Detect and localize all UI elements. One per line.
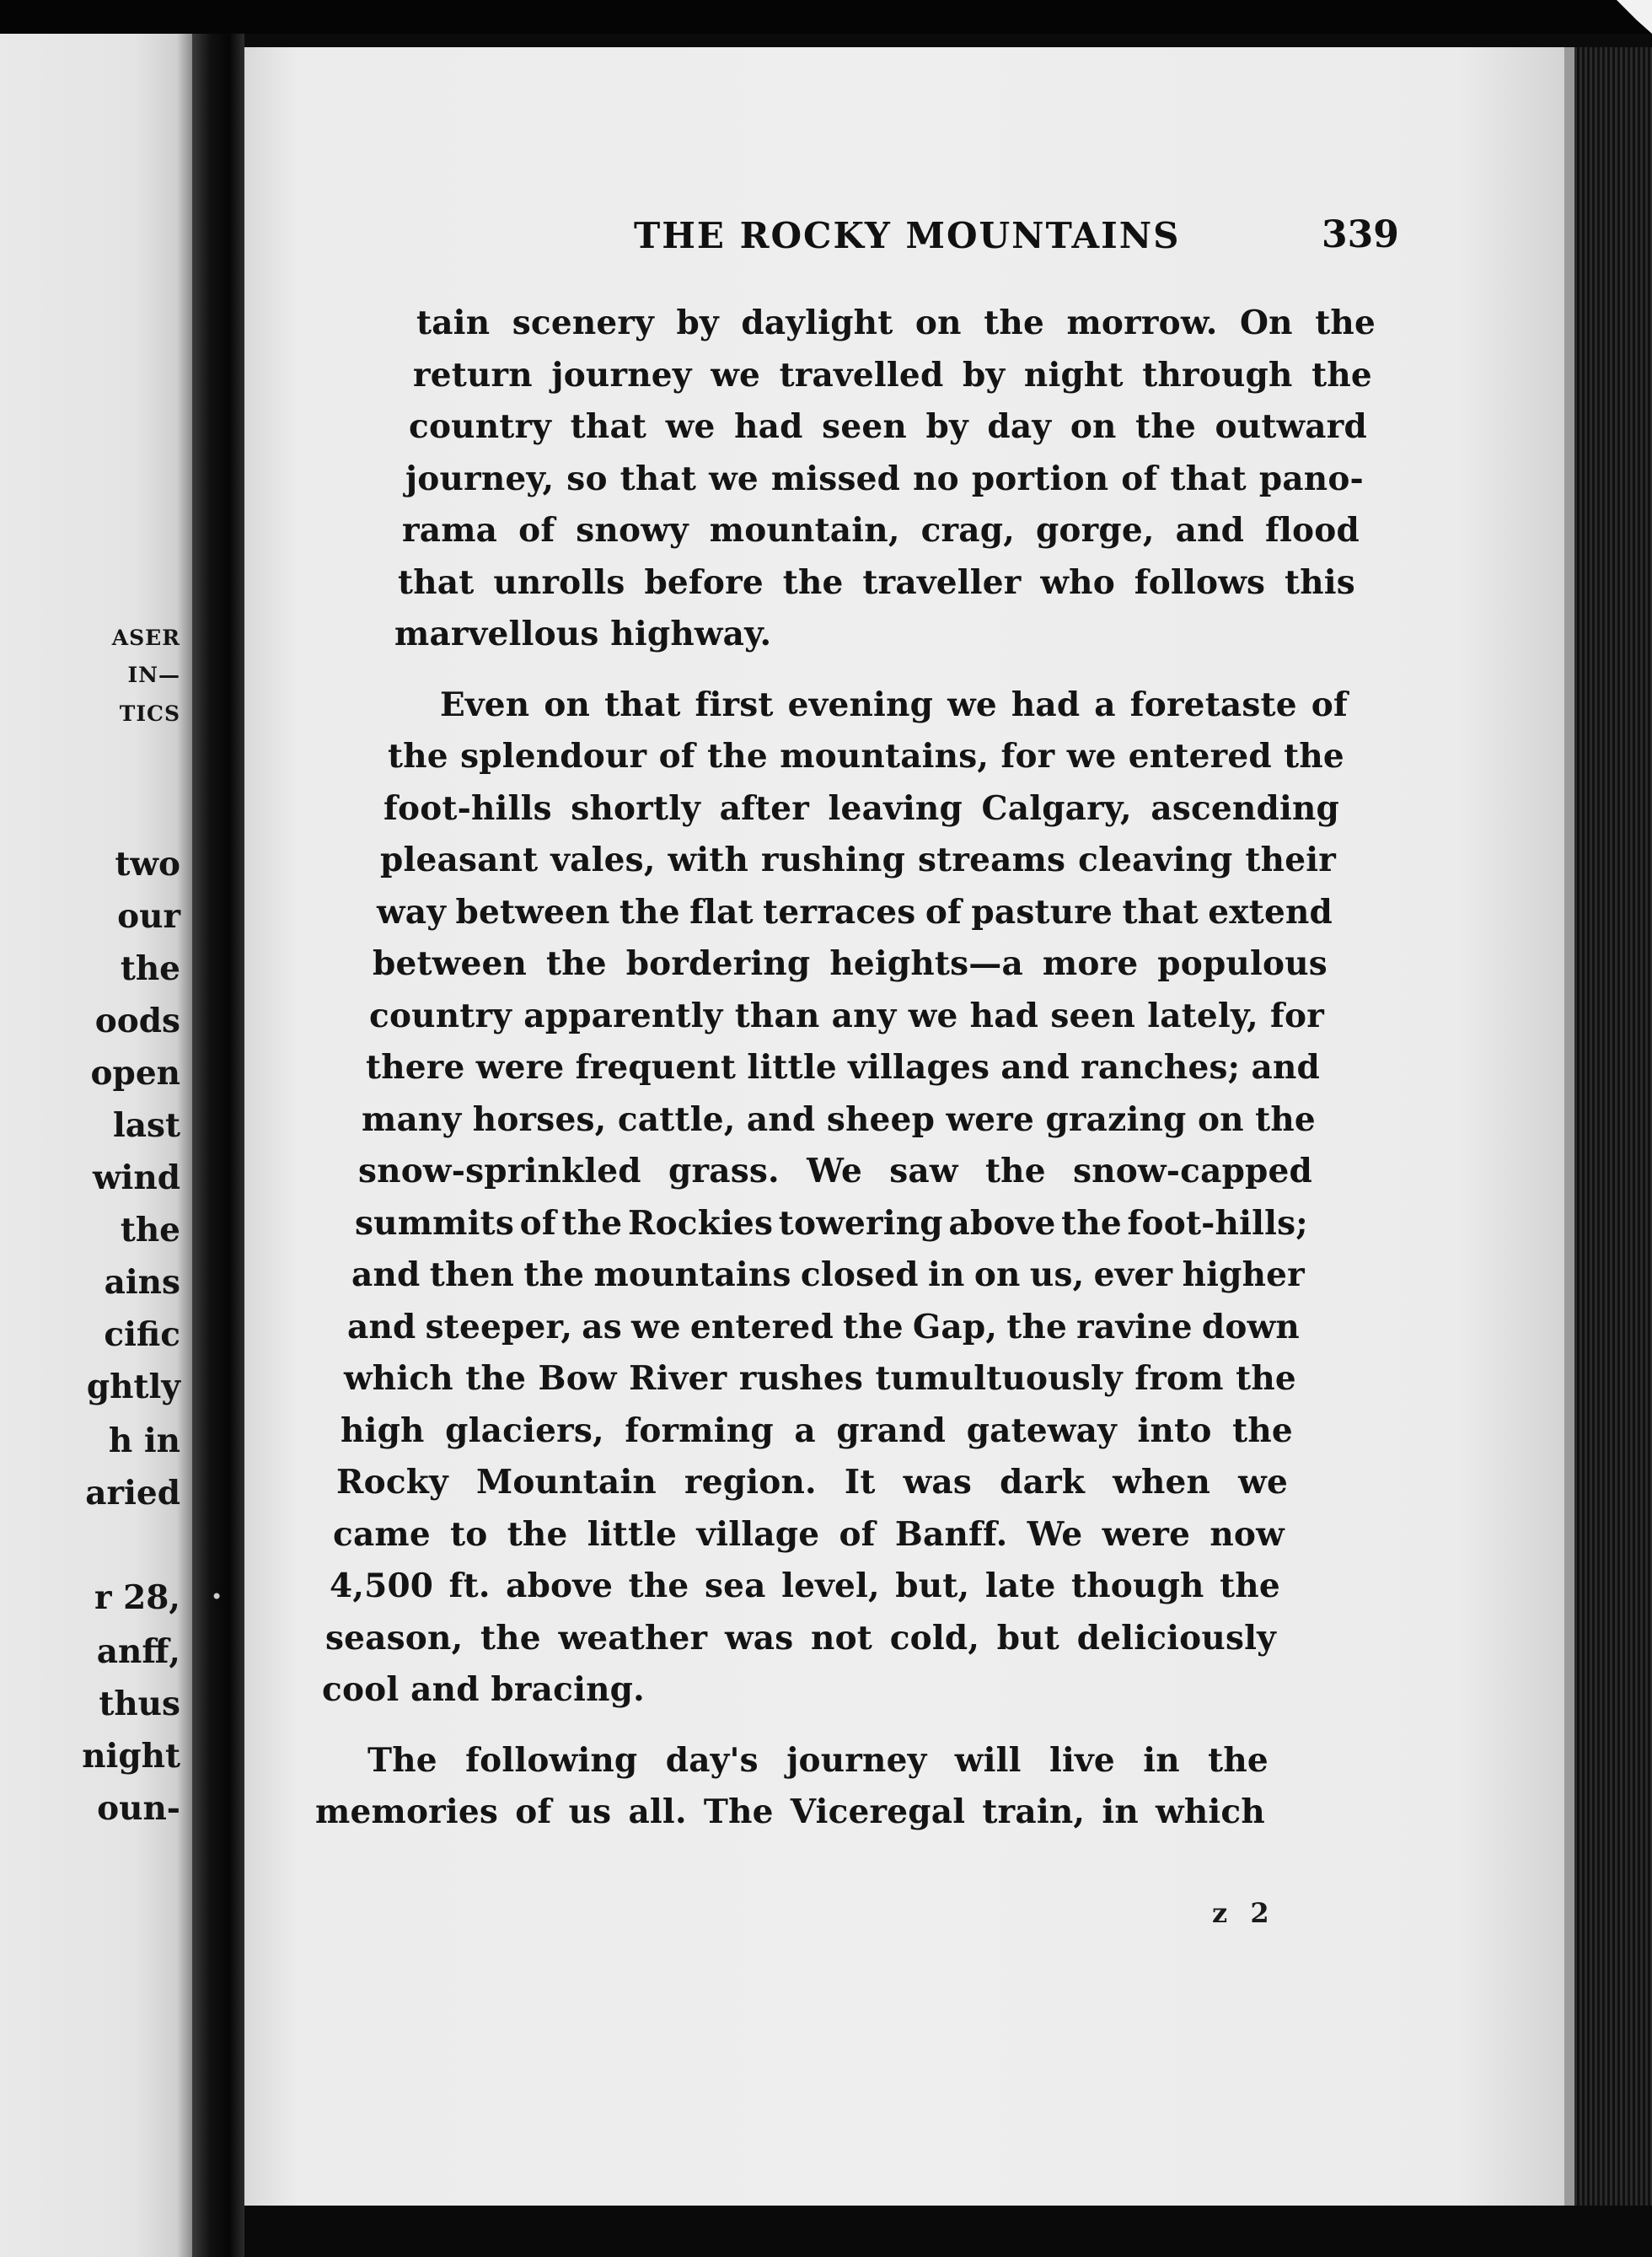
- word: horses,: [472, 1100, 607, 1139]
- left-text-fragment: our: [117, 897, 180, 936]
- text-line: [405, 459, 1364, 498]
- word: which: [1156, 1792, 1265, 1831]
- word: follows: [1134, 563, 1266, 602]
- word: train,: [982, 1792, 1086, 1831]
- word: late: [984, 1566, 1056, 1605]
- word: mountains,: [780, 737, 990, 776]
- word: level,: [781, 1566, 880, 1605]
- word: 4,500: [330, 1566, 434, 1605]
- word: extend: [1208, 893, 1333, 932]
- word: Gap,: [912, 1308, 998, 1346]
- word: sea: [704, 1566, 766, 1605]
- bottom-shadow: [244, 2206, 1652, 2257]
- word: We: [1027, 1515, 1083, 1554]
- word: the: [561, 1204, 623, 1243]
- word: populous: [1157, 944, 1328, 983]
- word: the: [1061, 1204, 1122, 1243]
- word: cold,: [889, 1619, 980, 1658]
- word: Rockies: [627, 1204, 774, 1243]
- word: all.: [628, 1792, 687, 1831]
- word: village: [696, 1515, 820, 1554]
- left-text-fragment: oods: [94, 1002, 180, 1040]
- word: the: [388, 737, 448, 776]
- word: rushes: [738, 1359, 863, 1398]
- word: flat: [689, 893, 754, 932]
- left-text-fragment: open: [90, 1054, 180, 1093]
- word: travelled: [779, 356, 944, 395]
- text-line: [409, 407, 1367, 446]
- word: we: [1066, 737, 1117, 776]
- text-line: cool and bracing.: [322, 1670, 645, 1709]
- word: region.: [684, 1463, 817, 1502]
- left-header-fragment: IN—: [127, 663, 180, 687]
- word: ft.: [448, 1566, 491, 1605]
- text-line: [380, 841, 1336, 879]
- word: down: [1201, 1308, 1300, 1346]
- text-line: [341, 1411, 1293, 1450]
- word: and: [1251, 1048, 1320, 1087]
- word: so: [566, 459, 608, 498]
- word: the: [628, 1566, 689, 1605]
- word: ever: [1093, 1255, 1173, 1294]
- word: portion: [971, 459, 1109, 498]
- word: following: [465, 1741, 638, 1780]
- word: the: [523, 1255, 585, 1294]
- word: mountain,: [709, 511, 900, 550]
- word: foot-hills: [384, 789, 552, 828]
- word: The: [367, 1741, 437, 1780]
- word: journey,: [405, 459, 555, 498]
- word: on: [1197, 1100, 1244, 1139]
- word: now: [1210, 1515, 1285, 1554]
- left-text-fragment: cific: [104, 1315, 180, 1354]
- word: the: [843, 1308, 904, 1346]
- word: between: [373, 944, 528, 983]
- word: first: [695, 685, 774, 724]
- word: the: [1315, 304, 1376, 342]
- word: we: [665, 407, 716, 446]
- word: the: [1208, 1741, 1268, 1780]
- word: we: [908, 997, 958, 1035]
- text-line: [347, 1308, 1300, 1346]
- word: country: [369, 997, 512, 1035]
- word: snowy: [576, 511, 689, 550]
- word: higher: [1182, 1255, 1305, 1294]
- word: the: [480, 1619, 541, 1658]
- word: Mountain: [475, 1463, 657, 1502]
- word: but,: [895, 1566, 970, 1605]
- text-line: [377, 893, 1333, 932]
- left-page-speck: •: [211, 1585, 223, 1609]
- word: that: [1170, 459, 1247, 498]
- word: many: [362, 1100, 462, 1139]
- word: the: [782, 563, 844, 602]
- left-text-fragment: thus: [99, 1685, 180, 1723]
- word: and: [1000, 1048, 1070, 1087]
- text-line: [333, 1515, 1285, 1554]
- word: closed: [800, 1255, 919, 1294]
- left-text-fragment: the: [120, 949, 180, 988]
- word: as: [582, 1308, 622, 1346]
- word: sheep: [826, 1100, 936, 1139]
- word: who: [1040, 563, 1115, 602]
- word: terraces: [763, 893, 916, 932]
- word: frequent: [575, 1048, 737, 1087]
- word: journey: [551, 356, 692, 395]
- word: by: [676, 304, 719, 342]
- word: the: [619, 893, 680, 932]
- word: in: [928, 1255, 965, 1294]
- word: memories: [315, 1792, 499, 1831]
- word: seen: [1050, 997, 1136, 1035]
- word: by: [962, 356, 1006, 395]
- word: of: [515, 1792, 552, 1831]
- word: steeper,: [425, 1308, 573, 1346]
- text-line: [344, 1359, 1296, 1398]
- word: which: [344, 1359, 453, 1398]
- word: above: [506, 1566, 614, 1605]
- word: that: [620, 459, 697, 498]
- word: summits: [355, 1204, 515, 1243]
- word: had: [734, 407, 803, 446]
- word: through: [1142, 356, 1293, 395]
- word: The: [703, 1792, 774, 1831]
- word: foretaste: [1129, 685, 1297, 724]
- word: River: [629, 1359, 727, 1398]
- word: cattle,: [617, 1100, 736, 1139]
- text-line: [373, 944, 1328, 983]
- word: dark: [1000, 1463, 1086, 1502]
- text-line: [315, 1792, 1265, 1831]
- word: on: [544, 685, 591, 724]
- word: the: [984, 1152, 1046, 1190]
- word: journey: [786, 1741, 927, 1780]
- word: snow-sprinkled: [358, 1152, 641, 1190]
- word: from: [1134, 1359, 1224, 1398]
- left-text-fragment: ains: [104, 1263, 180, 1302]
- text-line: [398, 563, 1355, 602]
- word: into: [1137, 1411, 1212, 1450]
- word: and: [1175, 511, 1245, 550]
- word: in: [1143, 1741, 1180, 1780]
- word: the: [1232, 1411, 1293, 1450]
- word: the: [1284, 737, 1344, 776]
- text-line: [366, 1048, 1320, 1087]
- word: had: [969, 997, 1039, 1035]
- word: before: [644, 563, 764, 602]
- left-text-fragment: ghtly: [86, 1368, 180, 1406]
- word: us: [568, 1792, 612, 1831]
- word: not: [811, 1619, 873, 1658]
- word: season,: [325, 1619, 464, 1658]
- word: a: [794, 1411, 816, 1450]
- word: the: [507, 1515, 568, 1554]
- word: we: [947, 685, 997, 724]
- word: to: [450, 1515, 488, 1554]
- word: Viceregal: [790, 1792, 966, 1831]
- page-number: 339: [1322, 213, 1399, 256]
- word: were: [1102, 1515, 1191, 1554]
- word: there: [366, 1048, 465, 1087]
- word: crag,: [920, 511, 1015, 550]
- word: above: [948, 1204, 1056, 1243]
- word: splendour: [460, 737, 647, 776]
- word: Bow: [538, 1359, 617, 1398]
- word: and: [746, 1100, 816, 1139]
- running-head: THE ROCKY MOUNTAINS: [634, 215, 1181, 256]
- word: between: [455, 893, 610, 932]
- word: snow-capped: [1073, 1152, 1312, 1190]
- word: glaciers,: [445, 1411, 604, 1450]
- signature-mark: z 2: [1212, 1897, 1276, 1929]
- word: and: [347, 1308, 416, 1346]
- word: will: [954, 1741, 1022, 1780]
- word: pasture: [971, 893, 1113, 932]
- word: little: [587, 1515, 678, 1554]
- word: and: [351, 1255, 421, 1294]
- word: little: [747, 1048, 837, 1087]
- word: a: [1094, 685, 1116, 724]
- word: was: [724, 1619, 794, 1658]
- word: of: [1121, 459, 1158, 498]
- word: tain: [416, 304, 491, 342]
- word: way: [377, 893, 447, 932]
- word: the: [1135, 407, 1196, 446]
- word: we: [709, 459, 759, 498]
- word: had: [1011, 685, 1081, 724]
- word: with: [668, 841, 749, 879]
- word: Even: [440, 685, 530, 724]
- word: ravine: [1076, 1308, 1193, 1346]
- word: this: [1285, 563, 1355, 602]
- word: though: [1071, 1566, 1204, 1605]
- word: bordering: [625, 944, 811, 983]
- word: country: [409, 407, 552, 446]
- word: of: [1311, 685, 1348, 724]
- book-gutter: [192, 34, 244, 2257]
- word: vales,: [550, 841, 656, 879]
- word: leaving: [828, 789, 963, 828]
- word: was: [903, 1463, 973, 1502]
- word: of: [839, 1515, 876, 1554]
- word: grass.: [668, 1152, 780, 1190]
- word: On: [1239, 304, 1293, 342]
- text-line: [388, 737, 1344, 776]
- word: rama: [402, 511, 498, 550]
- text-line: [367, 1741, 1268, 1780]
- word: on: [974, 1255, 1021, 1294]
- word: us,: [1029, 1255, 1085, 1294]
- word: shortly: [571, 789, 701, 828]
- word: return: [413, 356, 533, 395]
- left-text-fragment: last: [112, 1106, 180, 1145]
- word: in: [1102, 1792, 1139, 1831]
- word: towering: [778, 1204, 943, 1243]
- word: entered: [1128, 737, 1272, 776]
- text-line: [384, 789, 1339, 828]
- word: traveller: [862, 563, 1022, 602]
- word: but: [996, 1619, 1060, 1658]
- word: mountains: [593, 1255, 791, 1294]
- page-edge-highlight: [1564, 47, 1574, 2206]
- word: We: [807, 1152, 862, 1190]
- word: the: [1236, 1359, 1296, 1398]
- word: live: [1049, 1741, 1115, 1780]
- text-line: [355, 1204, 1308, 1243]
- word: than: [734, 997, 820, 1035]
- word: their: [1245, 841, 1336, 879]
- word: forming: [625, 1411, 774, 1450]
- left-text-fragment: night: [82, 1737, 180, 1776]
- word: seen: [822, 407, 907, 446]
- text-line: [402, 511, 1360, 550]
- word: for: [1000, 737, 1055, 776]
- left-header-fragment: ASER: [111, 626, 180, 650]
- word: that: [570, 407, 647, 446]
- word: came: [333, 1515, 431, 1554]
- word: that: [398, 563, 475, 602]
- word: weather: [558, 1619, 708, 1658]
- word: the: [1255, 1100, 1316, 1139]
- word: of: [519, 1204, 556, 1243]
- word: by: [925, 407, 968, 446]
- word: gorge,: [1035, 511, 1155, 550]
- text-line: marvellous highway.: [394, 615, 772, 653]
- word: day's: [665, 1741, 759, 1780]
- text-line: [362, 1100, 1316, 1139]
- word: on: [1070, 407, 1117, 446]
- word: scenery: [512, 304, 655, 342]
- word: after: [719, 789, 810, 828]
- word: of: [518, 511, 555, 550]
- word: were: [946, 1100, 1035, 1139]
- word: villages: [848, 1048, 990, 1087]
- word: the: [984, 304, 1044, 342]
- page-edges: [1564, 47, 1652, 2239]
- word: that: [1122, 893, 1199, 932]
- text-line: [416, 304, 1376, 342]
- text-line: [413, 356, 1372, 395]
- text-line: [369, 997, 1324, 1035]
- word: Rocky: [336, 1463, 448, 1502]
- text-line: [440, 685, 1348, 724]
- word: the: [707, 737, 768, 776]
- word: daylight: [741, 304, 893, 342]
- word: grazing: [1045, 1100, 1187, 1139]
- word: streams: [917, 841, 1066, 879]
- word: we: [1238, 1463, 1288, 1502]
- text-line: [325, 1619, 1276, 1658]
- left-text-fragment: two: [115, 845, 180, 884]
- word: that: [604, 685, 681, 724]
- word: lately,: [1147, 997, 1258, 1035]
- word: were: [475, 1048, 565, 1087]
- word: when: [1113, 1463, 1211, 1502]
- word: outward: [1215, 407, 1367, 446]
- word: of: [658, 737, 695, 776]
- word: unrolls: [493, 563, 625, 602]
- word: deliciously: [1076, 1619, 1276, 1658]
- word: then: [429, 1255, 515, 1294]
- left-text-fragment: anff,: [96, 1632, 180, 1671]
- word: entered: [689, 1308, 834, 1346]
- word: morrow.: [1066, 304, 1218, 342]
- left-text-fragment: r 28,: [94, 1578, 180, 1617]
- word: day: [987, 407, 1052, 446]
- word: ranches;: [1081, 1048, 1241, 1087]
- word: Calgary,: [981, 789, 1132, 828]
- word: high: [341, 1411, 425, 1450]
- left-header-fragment: TICS: [119, 701, 180, 726]
- word: Banff.: [894, 1515, 1008, 1554]
- word: evening: [787, 685, 934, 724]
- word: pano-: [1258, 459, 1364, 498]
- word: It: [844, 1463, 876, 1502]
- word: rushing: [761, 841, 906, 879]
- word: we: [631, 1308, 681, 1346]
- word: for: [1270, 997, 1324, 1035]
- word: we: [711, 356, 761, 395]
- word: any: [831, 997, 897, 1035]
- word: the: [1006, 1308, 1068, 1346]
- word: tumultuously: [875, 1359, 1123, 1398]
- word: night: [1023, 356, 1124, 395]
- word: gateway: [966, 1411, 1117, 1450]
- left-text-fragment: aried: [85, 1474, 180, 1513]
- left-text-fragment: h in: [108, 1421, 180, 1460]
- word: on: [914, 304, 962, 342]
- word: ascending: [1150, 789, 1339, 828]
- word: no: [913, 459, 959, 498]
- word: heights—a: [829, 944, 1023, 983]
- word: the: [1220, 1566, 1280, 1605]
- word: more: [1042, 944, 1139, 983]
- word: flood: [1265, 511, 1360, 550]
- word: saw: [889, 1152, 958, 1190]
- left-text-fragment: wind: [92, 1158, 180, 1197]
- word: apparently: [523, 997, 723, 1035]
- text-line: [351, 1255, 1305, 1294]
- text-line: [358, 1152, 1312, 1190]
- text-line: [336, 1463, 1288, 1502]
- word: pleasant: [380, 841, 539, 879]
- word: the: [545, 944, 607, 983]
- left-text-fragment: oun-: [97, 1789, 180, 1828]
- word: foot-hills;: [1127, 1204, 1308, 1243]
- word: cleaving: [1078, 841, 1233, 879]
- word: the: [465, 1359, 527, 1398]
- scanner-top-band: [0, 0, 1652, 34]
- word: missed: [770, 459, 901, 498]
- left-text-fragment: the: [120, 1211, 180, 1249]
- left-page-fragment: [0, 34, 192, 2257]
- word: of: [925, 893, 963, 932]
- text-line: [330, 1566, 1280, 1605]
- word: grand: [836, 1411, 947, 1450]
- word: the: [1311, 356, 1372, 395]
